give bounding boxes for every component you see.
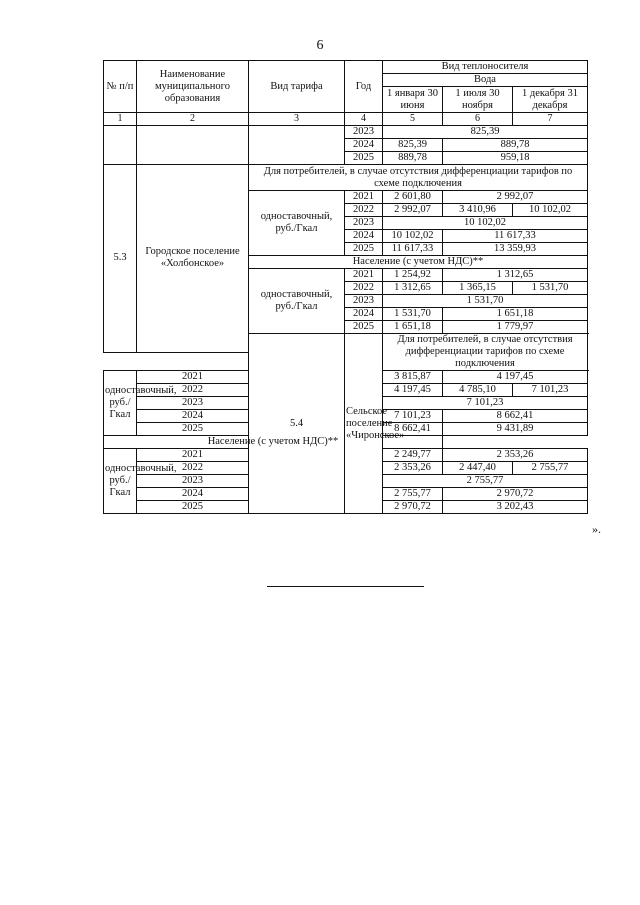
group-label: Для потребителей, в случае отсутствия дифференциации тарифов по схеме подключения (383, 334, 588, 371)
group-label: Для потребителей, в случае отсутствия дифференциации тарифов по схеме подключения (249, 165, 588, 191)
year-cell: 2022 (345, 204, 383, 217)
value-cell: 13 359,93 (443, 243, 588, 256)
year-cell: 2021 (137, 449, 249, 462)
value-cell: 4 197,45 (443, 371, 588, 384)
tariff-table (103, 60, 588, 514)
tariff-type: одноставочный, руб./Гкал (104, 449, 137, 514)
header-carrier: Вид теплоносителя (383, 61, 588, 74)
year-cell: 2024 (345, 230, 383, 243)
value-cell: 3 202,43 (443, 501, 588, 514)
value-cell: 2 353,26 (443, 449, 588, 462)
value-cell: 7 101,23 (513, 384, 588, 397)
col-index: 1 (104, 113, 137, 126)
value-cell: 3 815,87 (383, 371, 443, 384)
value-cell: 2 992,07 (443, 191, 588, 204)
value-cell: 2 353,26 (383, 462, 443, 475)
year-cell: 2025 (345, 243, 383, 256)
closing-quote: ». (592, 522, 601, 536)
section-num: 5.4 (249, 334, 345, 514)
year-cell: 2023 (345, 126, 383, 139)
value-cell: 825,39 (383, 139, 443, 152)
value-cell: 4 197,45 (383, 384, 443, 397)
separator-line (267, 586, 424, 587)
year-cell: 2021 (137, 371, 249, 384)
continuation-num (104, 126, 137, 165)
value-cell: 1 531,70 (513, 282, 588, 295)
value-cell: 2 755,77 (513, 462, 588, 475)
value-cell: 2 249,77 (383, 449, 443, 462)
tariff-type: одноставочный, руб./Гкал (249, 269, 345, 334)
col-index: 4 (345, 113, 383, 126)
col-index: 5 (383, 113, 443, 126)
year-cell: 2022 (137, 384, 249, 397)
header-num: № п/п (104, 61, 137, 113)
value-cell: 1 254,92 (383, 269, 443, 282)
value-cell: 2 970,72 (383, 501, 443, 514)
year-cell: 2024 (345, 139, 383, 152)
value-cell: 1 312,65 (443, 269, 588, 282)
header-year: Год (345, 61, 383, 113)
value-cell: 3 410,96 (443, 204, 513, 217)
year-cell: 2024 (137, 488, 249, 501)
value-cell: 10 102,02 (383, 217, 588, 230)
year-cell: 2023 (345, 295, 383, 308)
value-cell: 889,78 (383, 152, 443, 165)
year-cell: 2022 (345, 282, 383, 295)
header-tariff-type: Вид тарифа (249, 61, 345, 113)
year-cell: 2022 (137, 462, 249, 475)
value-cell: 9 431,89 (443, 423, 588, 436)
value-cell: 1 779,97 (443, 321, 588, 334)
value-cell: 8 662,41 (443, 410, 588, 423)
year-cell: 2023 (137, 397, 249, 410)
year-cell: 2024 (137, 410, 249, 423)
value-cell: 1 531,70 (383, 308, 443, 321)
header-municipality: Наименование муниципального образования (137, 61, 249, 113)
group-label: Население (с учетом НДС)** (249, 256, 588, 269)
page-number: 6 (316, 38, 324, 53)
col-index: 7 (513, 113, 588, 126)
value-cell: 10 102,02 (383, 230, 443, 243)
value-cell: 2 970,72 (443, 488, 588, 501)
value-cell: 1 531,70 (383, 295, 588, 308)
header-period-1: 1 января 30 июня (383, 87, 443, 113)
value-cell: 2 601,80 (383, 191, 443, 204)
header-period-3: 1 декабря 31 декабря (513, 87, 588, 113)
header-period-2: 1 июля 30 ноября (443, 87, 513, 113)
value-cell: 4 785,10 (443, 384, 513, 397)
value-cell: 2 755,77 (383, 488, 443, 501)
group-label: Население (с учетом НДС)** (104, 436, 443, 449)
value-cell: 7 101,23 (383, 397, 588, 410)
tariff-type: одноставочный, руб./Гкал (104, 371, 137, 436)
value-cell: 959,18 (443, 152, 588, 165)
continuation-tariff (249, 126, 345, 165)
municipality-name: Городское поселение «Холбонское» (137, 165, 249, 353)
value-cell: 825,39 (383, 126, 588, 139)
year-cell: 2021 (345, 269, 383, 282)
col-index: 3 (249, 113, 345, 126)
year-cell: 2023 (345, 217, 383, 230)
value-cell: 1 312,65 (383, 282, 443, 295)
year-cell: 2023 (137, 475, 249, 488)
year-cell: 2025 (345, 152, 383, 165)
value-cell: 2 447,40 (443, 462, 513, 475)
value-cell: 1 365,15 (443, 282, 513, 295)
value-cell: 1 651,18 (383, 321, 443, 334)
section-num: 5.3 (104, 165, 137, 353)
municipality-name: Сельское поселение «Чиронское» (345, 334, 383, 514)
value-cell: 8 662,41 (383, 423, 443, 436)
year-cell: 2025 (137, 423, 249, 436)
year-cell: 2024 (345, 308, 383, 321)
value-cell: 2 755,77 (383, 475, 588, 488)
value-cell: 11 617,33 (443, 230, 588, 243)
year-cell: 2025 (345, 321, 383, 334)
col-index: 2 (137, 113, 249, 126)
col-index: 6 (443, 113, 513, 126)
value-cell: 889,78 (443, 139, 588, 152)
value-cell: 7 101,23 (383, 410, 443, 423)
header-water: Вода (383, 74, 588, 87)
year-cell: 2021 (345, 191, 383, 204)
tariff-type: одноставочный, руб./Гкал (249, 191, 345, 256)
value-cell: 2 992,07 (383, 204, 443, 217)
value-cell: 10 102,02 (513, 204, 588, 217)
continuation-name (137, 126, 249, 165)
value-cell: 1 651,18 (443, 308, 588, 321)
year-cell: 2025 (137, 501, 249, 514)
value-cell: 11 617,33 (383, 243, 443, 256)
